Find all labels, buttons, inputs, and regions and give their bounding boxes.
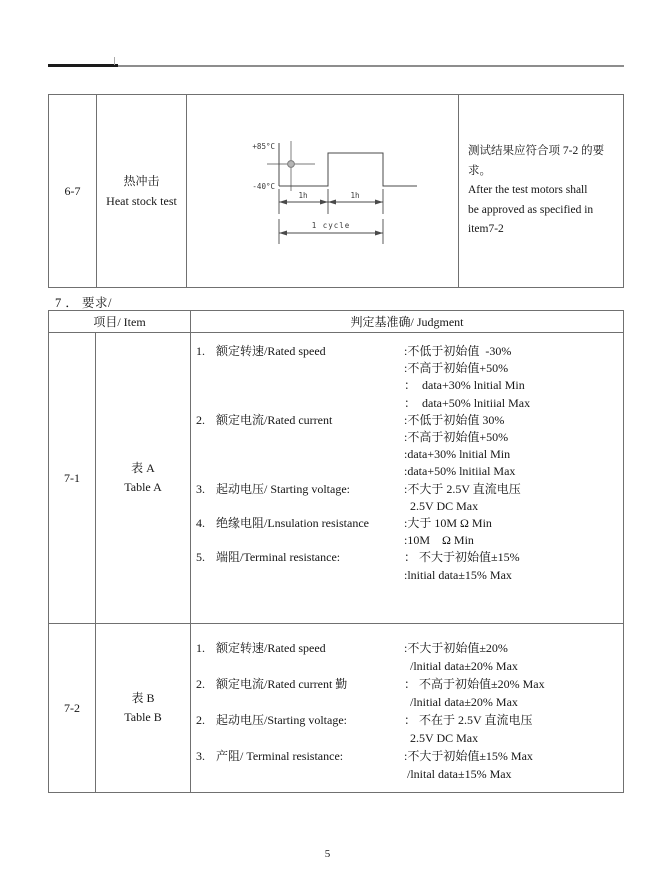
item-criteria (404, 747, 619, 783)
table-ref-zh: 表 B (131, 691, 155, 705)
item-label: 额定电流/Rated current (216, 412, 333, 427)
heat-test-item-no-cell (49, 95, 96, 287)
item-criteria (404, 343, 619, 412)
item-label: 额定电流/Rated current 勤 (216, 677, 348, 691)
judgment-line: be approved as specified in (468, 203, 594, 216)
item-label: 额定转速/Rated speed (216, 344, 326, 358)
item-label: 起动电压/Starting voltage: (216, 713, 347, 727)
test-name-zh: 热冲击 (123, 174, 160, 188)
item-criteria (404, 515, 619, 549)
judgment-item (193, 481, 619, 515)
judgment-item (193, 549, 619, 583)
judgment-item (193, 343, 619, 412)
criteria-line: :不低于初始值 -30% (404, 344, 512, 358)
judgment-line: 求。 (468, 164, 491, 177)
row-judgment-cell (190, 333, 623, 623)
low-temp-label: -40°C (252, 182, 275, 191)
row-judgment-cell (190, 624, 623, 792)
judgment-item (193, 747, 619, 783)
requirements-table-body (49, 333, 623, 792)
requirements-table-header (49, 311, 623, 333)
item-no-text: 6-7 (64, 184, 81, 198)
header-rule-tick (114, 57, 115, 65)
item-number: 1. (196, 641, 205, 655)
criteria-line: :不高于初始值+50% (404, 361, 509, 376)
judgment-item (193, 639, 619, 675)
item-label: 端阻/Terminal resistance: (216, 550, 341, 565)
heat-test-diagram-cell (186, 95, 458, 287)
judgment-item (193, 711, 619, 747)
arrowhead (279, 200, 287, 205)
row-id: 7-1 (64, 471, 80, 485)
table-ref-en: Table B (124, 710, 162, 724)
judgment-item (193, 412, 619, 481)
requirements-table (48, 310, 624, 793)
arrowhead (375, 231, 383, 236)
criteria-line: :不低于初始值 30% (404, 412, 505, 427)
row-id-cell (49, 624, 95, 792)
requirements-row (49, 624, 623, 792)
item-label: 起动电压/ Starting voltage: (216, 481, 350, 496)
temperature-cycle-diagram (237, 136, 427, 251)
item-number: 5. (196, 550, 205, 565)
heat-test-name-cell (96, 95, 186, 287)
criteria-line: ： 不大于初始值±15% (404, 550, 520, 565)
item-number: 2. (196, 412, 205, 427)
item-label: 额定转速/Rated speed (216, 641, 326, 655)
judgment-item (193, 675, 619, 711)
item-number: 2. (196, 713, 205, 727)
criteria-line: 2.5V DC Max (404, 498, 479, 513)
item-label: 产阻/ Terminal resistance: (216, 749, 344, 763)
criteria-line: :不高于初始值+50% (404, 430, 509, 445)
criteria-line: /lnital data±15% Max (404, 767, 512, 781)
test-name-en: Heat stock test (106, 194, 177, 208)
judgment-line: item7-2 (468, 223, 504, 236)
item-number: 1. (196, 344, 205, 358)
header-rule-dark-segment (48, 64, 118, 67)
criteria-line: ： data+30% lnitial Min (404, 378, 525, 393)
item-number: 2. (196, 677, 205, 691)
criteria-line: 2.5V DC Max (404, 731, 479, 745)
table-ref-en: Table A (124, 480, 162, 494)
row-ref-cell (95, 624, 190, 792)
criteria-line: ： data+50% lnitiial Max (404, 395, 531, 410)
item-number: 3. (196, 481, 205, 496)
column-header-item: 项目/ Item (93, 315, 146, 329)
row-id: 7-2 (64, 701, 80, 715)
duration-label-1: 1h (298, 191, 308, 200)
item-criteria (404, 549, 619, 583)
criteria-line: /lnitial data±20% Max (404, 659, 518, 673)
waveform-path (279, 153, 417, 186)
item-number: 4. (196, 516, 205, 531)
row-id-cell (49, 333, 95, 623)
table-ref-zh: 表 A (131, 461, 155, 475)
heat-test-judgment-cell (458, 95, 623, 287)
arrowhead (320, 200, 328, 205)
criteria-line: :不大于初始值±20% (404, 641, 508, 655)
judgment-line: 测试结果应符合项 7-2 的要 (468, 145, 605, 158)
arrowhead (375, 200, 383, 205)
requirements-row (49, 333, 623, 624)
criteria-line: :不大于 2.5V 直流电压 (404, 481, 521, 496)
header-rule (48, 65, 624, 67)
criteria-line: :lnitial data±15% Max (404, 567, 512, 582)
page-number: 5 (324, 848, 331, 860)
arrowhead (328, 200, 336, 205)
criteria-line: :10M Ω Min (404, 533, 474, 548)
judgment-item (193, 515, 619, 549)
criteria-line: ： 不高于初始值±20% Max (404, 677, 545, 691)
high-temp-label: +85°C (252, 142, 275, 151)
column-header-judgment: 判定基准确/ Judgment (190, 311, 623, 332)
item-number: 3. (196, 749, 205, 763)
cycle-label: 1 cycle (311, 221, 351, 230)
row-ref-cell (95, 333, 190, 623)
item-label: 绝缘电阻/Lnsulation resistance (216, 516, 369, 531)
criteria-line: :data+30% lnitial Min (404, 447, 511, 462)
criteria-line: /lnitial data±20% Max (404, 695, 518, 709)
item-criteria (404, 675, 619, 711)
criteria-line: ： 不在于 2.5V 直流电压 (404, 713, 533, 727)
section-heading: 7 ． 要求/ (55, 296, 112, 310)
item-criteria (404, 639, 619, 675)
heat-test-table (48, 94, 624, 288)
judgment-line: After the test motors shall (468, 184, 588, 197)
item-criteria (404, 481, 619, 515)
arrowhead (279, 231, 287, 236)
item-criteria (404, 412, 619, 481)
criteria-line: :不大于初始值±15% Max (404, 749, 533, 763)
item-criteria (404, 711, 619, 747)
duration-label-2: 1h (350, 191, 360, 200)
criteria-line: :data+50% lnitiial Max (404, 464, 516, 479)
criteria-line: :大于 10M Ω Min (404, 516, 492, 531)
